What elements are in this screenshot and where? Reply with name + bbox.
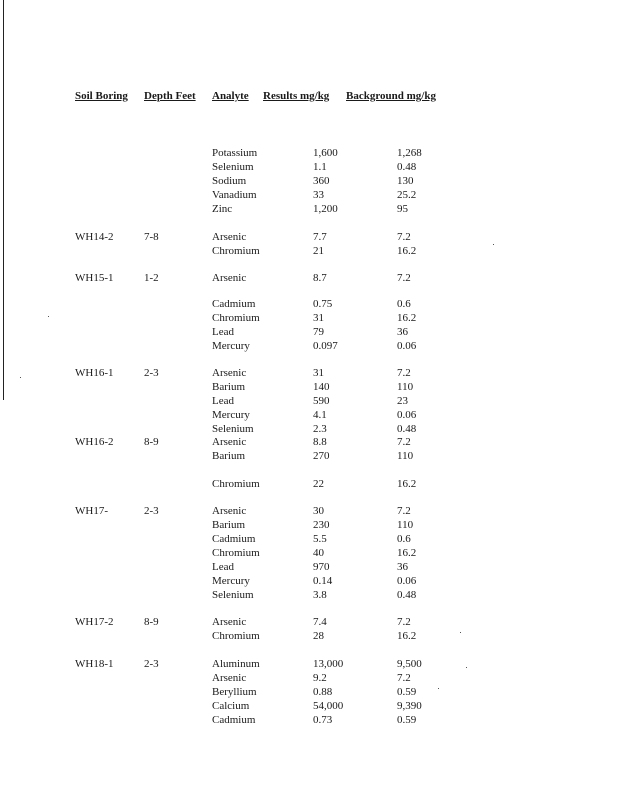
result-cell: 0.097 xyxy=(313,340,338,352)
background-cell: 9,500 xyxy=(397,658,422,670)
background-cell: 7.2 xyxy=(397,672,411,684)
analyte-cell: Calcium xyxy=(212,700,250,712)
table-row xyxy=(0,366,620,380)
table-row xyxy=(0,713,620,727)
background-cell: 16.2 xyxy=(397,478,417,490)
result-cell: 13,000 xyxy=(313,658,344,670)
table-row xyxy=(0,615,620,629)
analyte-cell: Arsenic xyxy=(212,231,247,243)
result-cell: 1,600 xyxy=(313,147,338,159)
result-cell: 4.1 xyxy=(313,409,327,421)
table-row xyxy=(0,230,620,244)
result-cell: 1,200 xyxy=(313,203,338,215)
background-cell: 16.2 xyxy=(397,630,417,642)
background-cell: 36 xyxy=(397,326,408,338)
analyte-cell: Chromium xyxy=(212,245,260,257)
result-cell: 7.4 xyxy=(313,616,327,628)
analyte-cell: Lead xyxy=(212,326,234,338)
analyte-cell: Aluminum xyxy=(212,658,260,670)
depth-cell: 1-2 xyxy=(144,272,159,284)
header-depth: Depth Feet xyxy=(144,90,196,102)
result-cell: 0.88 xyxy=(313,686,333,698)
result-cell: 1.1 xyxy=(313,161,327,173)
table-row xyxy=(0,629,620,643)
background-cell: 0.06 xyxy=(397,575,417,587)
table-row xyxy=(0,380,620,394)
result-cell: 0.73 xyxy=(313,714,333,726)
background-cell: 7.2 xyxy=(397,616,411,628)
result-cell: 230 xyxy=(313,519,330,531)
analyte-cell: Selenium xyxy=(212,423,254,435)
result-cell: 28 xyxy=(313,630,324,642)
table-row xyxy=(0,671,620,685)
result-cell: 7.7 xyxy=(313,231,327,243)
depth-cell: 8-9 xyxy=(144,616,159,628)
analyte-cell: Lead xyxy=(212,395,234,407)
background-cell: 0.48 xyxy=(397,589,417,601)
header-results: Results mg/kg xyxy=(263,90,330,102)
soil-boring-cell: WH17-2 xyxy=(75,616,114,628)
analyte-cell: Barium xyxy=(212,381,245,393)
background-cell: 7.2 xyxy=(397,231,411,243)
result-cell: 79 xyxy=(313,326,324,338)
result-cell: 9.2 xyxy=(313,672,327,684)
background-cell: 110 xyxy=(397,519,414,531)
depth-cell: 2-3 xyxy=(144,367,159,379)
analyte-cell: Selenium xyxy=(212,161,254,173)
table-row xyxy=(0,518,620,532)
table-row xyxy=(0,311,620,325)
background-cell: 0.6 xyxy=(397,533,411,545)
soil-boring-cell: WH17- xyxy=(75,505,108,517)
background-cell: 1,268 xyxy=(397,147,422,159)
header-background: Background mg/kg xyxy=(346,90,436,102)
analyte-cell: Chromium xyxy=(212,630,260,642)
result-cell: 54,000 xyxy=(313,700,344,712)
analyte-cell: Chromium xyxy=(212,478,260,490)
analyte-cell: Selenium xyxy=(212,589,254,601)
result-cell: 31 xyxy=(313,367,324,379)
table-row xyxy=(0,271,620,285)
analyte-cell: Mercury xyxy=(212,340,250,352)
result-cell: 360 xyxy=(313,175,330,187)
background-cell: 110 xyxy=(397,450,414,462)
table-row xyxy=(0,546,620,560)
soil-boring-cell: WH16-2 xyxy=(75,436,114,448)
background-cell: 16.2 xyxy=(397,245,417,257)
analyte-cell: Potassium xyxy=(212,147,258,159)
depth-cell: 7-8 xyxy=(144,231,159,243)
depth-cell: 2-3 xyxy=(144,505,159,517)
analyte-cell: Arsenic xyxy=(212,272,247,284)
depth-cell: 2-3 xyxy=(144,658,159,670)
background-cell: 9,390 xyxy=(397,700,422,712)
analyte-cell: Arsenic xyxy=(212,505,247,517)
analyte-cell: Arsenic xyxy=(212,367,247,379)
table-row xyxy=(0,297,620,311)
background-cell: 23 xyxy=(397,395,408,407)
background-cell: 7.2 xyxy=(397,367,411,379)
soil-boring-cell: WH16-1 xyxy=(75,367,114,379)
background-cell: 7.2 xyxy=(397,505,411,517)
background-cell: 7.2 xyxy=(397,436,411,448)
analyte-cell: Cadmium xyxy=(212,714,256,726)
background-cell: 0.6 xyxy=(397,298,411,310)
result-cell: 590 xyxy=(313,395,330,407)
result-cell: 22 xyxy=(313,478,324,490)
result-cell: 970 xyxy=(313,561,330,573)
result-cell: 5.5 xyxy=(313,533,327,545)
table-row xyxy=(0,174,620,188)
result-cell: 0.14 xyxy=(313,575,333,587)
table-row xyxy=(0,574,620,588)
analyte-cell: Chromium xyxy=(212,312,260,324)
result-cell: 2.3 xyxy=(313,423,327,435)
table-row xyxy=(0,435,620,449)
analyte-cell: Mercury xyxy=(212,575,250,587)
analyte-cell: Barium xyxy=(212,519,245,531)
analyte-cell: Chromium xyxy=(212,547,260,559)
background-cell: 0.59 xyxy=(397,714,417,726)
background-cell: 0.59 xyxy=(397,686,417,698)
result-cell: 3.8 xyxy=(313,589,327,601)
result-cell: 30 xyxy=(313,505,324,517)
result-cell: 40 xyxy=(313,547,324,559)
soil-boring-cell: WH14-2 xyxy=(75,231,114,243)
table-row xyxy=(0,325,620,339)
table-row xyxy=(0,532,620,546)
table-row xyxy=(0,685,620,699)
background-cell: 36 xyxy=(397,561,408,573)
table-row xyxy=(0,477,620,491)
background-cell: 110 xyxy=(397,381,414,393)
result-cell: 140 xyxy=(313,381,330,393)
table-row xyxy=(0,394,620,408)
table-row xyxy=(0,408,620,422)
analyte-cell: Arsenic xyxy=(212,672,247,684)
table-row xyxy=(0,339,620,353)
soil-boring-cell: WH15-1 xyxy=(75,272,114,284)
result-cell: 270 xyxy=(313,450,330,462)
header-soil-boring: Soil Boring xyxy=(75,90,128,102)
depth-cell: 8-9 xyxy=(144,436,159,448)
background-cell: 0.48 xyxy=(397,161,417,173)
analyte-cell: Cadmium xyxy=(212,298,256,310)
background-cell: 16.2 xyxy=(397,547,417,559)
analyte-cell: Zinc xyxy=(212,203,233,215)
table-row xyxy=(0,146,620,160)
background-cell: 0.06 xyxy=(397,340,417,352)
analyte-cell: Mercury xyxy=(212,409,250,421)
table-row xyxy=(0,422,620,436)
result-cell: 8.7 xyxy=(313,272,327,284)
analyte-cell: Barium xyxy=(212,450,245,462)
table-row xyxy=(0,244,620,258)
table-row xyxy=(0,699,620,713)
result-cell: 21 xyxy=(313,245,324,257)
table-row xyxy=(0,560,620,574)
table-row xyxy=(0,504,620,518)
table-row xyxy=(0,202,620,216)
analyte-cell: Lead xyxy=(212,561,234,573)
analyte-cell: Cadmium xyxy=(212,533,256,545)
analyte-cell: Arsenic xyxy=(212,436,247,448)
soil-boring-cell: WH18-1 xyxy=(75,658,114,670)
table-row xyxy=(0,657,620,671)
background-cell: 130 xyxy=(397,175,414,187)
result-cell: 31 xyxy=(313,312,324,324)
background-cell: 95 xyxy=(397,203,408,215)
result-cell: 33 xyxy=(313,189,324,201)
result-cell: 0.75 xyxy=(313,298,333,310)
analyte-cell: Vanadium xyxy=(212,189,257,201)
background-cell: 25.2 xyxy=(397,189,417,201)
header-analyte: Analyte xyxy=(212,90,249,102)
analyte-cell: Beryllium xyxy=(212,686,257,698)
background-cell: 7.2 xyxy=(397,272,411,284)
analyte-cell: Arsenic xyxy=(212,616,247,628)
result-cell: 8.8 xyxy=(313,436,327,448)
background-cell: 0.48 xyxy=(397,423,417,435)
background-cell: 0.06 xyxy=(397,409,417,421)
table-row xyxy=(0,188,620,202)
analyte-cell: Sodium xyxy=(212,175,247,187)
table-row xyxy=(0,449,620,463)
background-cell: 16.2 xyxy=(397,312,417,324)
table-row xyxy=(0,160,620,174)
table-row xyxy=(0,588,620,602)
